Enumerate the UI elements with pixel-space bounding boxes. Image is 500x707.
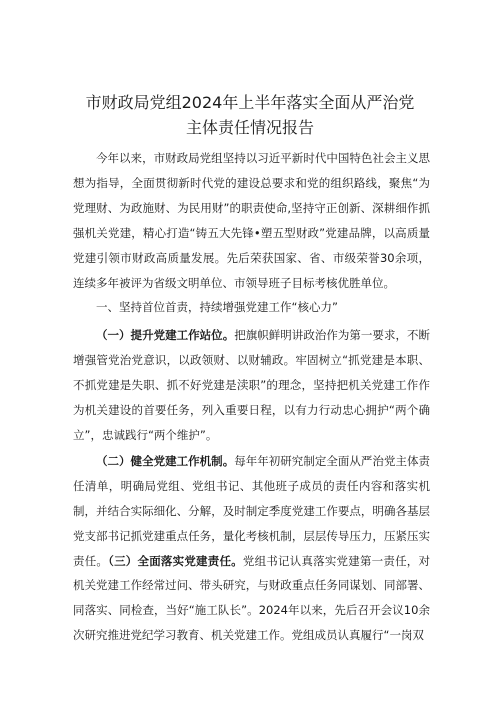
- item-3-text: 党组书记认真落实党建第一责任，对机关党建工作经常过问、带头研究，与财政重点任务同谋划、同部署、同落实、同检查，当好“施工队长”。2024年以来，先后召开会议10余次研究推进党纪学习教育、机关党建工作。党组成员认真履行“一岗双: [73, 553, 430, 643]
- item-1-lead: （一）提升党建工作站位。: [96, 328, 235, 343]
- item-2-text: 每年年初研究制定全面从严治党主体责任清单，明确局党组、党组书记、其他班子成员的责任内容和落实机制，并结合实际细化、分解，及时制定季度党建工作要点，明确各基层党支部书记抓党建重点任务，量化考核机制，层层传导压力，压紧压实责任。: [73, 453, 431, 568]
- item-1-text: 把旗帜鲜明讲政治作为第一要求，不断增强管党治党意识，以政领财、以财辅政。牢固树立“抓党建是本职、不抓党建是失职、抓不好党建是渎职”的理念，坚持把机关党建工作作为机关建设的首要任务，列入重要日程，以有力行动忠心拥护“两个确立”，忠诚践行“两个维护”。: [73, 328, 431, 442]
- item-3-lead: （三）全面落实党建责任。: [108, 553, 243, 568]
- section-heading-1: 一、坚持首位首责，持续增强党建工作“核心力”: [96, 300, 338, 315]
- document-title-line-1: 市财政局党组2024年上半年落实全面从严治党: [85, 93, 415, 112]
- document-title-line-2: 主体责任情况报告: [185, 118, 314, 137]
- intro-paragraph: 今年以来，市财政局党组坚持以习近平新时代中国特色社会主义思想为指导，全面贯彻新时代党的建设总要求和党的组织路线，聚焦“为党理财、为政施财、为民用财”的职责使命,坚持守正创新、深耕细作抓强机关党建，精心打造“铸五大先锋•塑五型财政”党建品牌，以高质量党建引领市财政高质量发展。先后荣获国家、省、市级荣誉30余项，连续多年被评为省级文明单位、市领导班子目标考核优胜单位。: [73, 151, 430, 290]
- item-1-paragraph: [73, 323, 430, 448]
- document-body: [73, 146, 430, 648]
- item-2-lead: （二）健全党建工作机制。: [96, 453, 235, 468]
- item-2-paragraph: [73, 449, 430, 648]
